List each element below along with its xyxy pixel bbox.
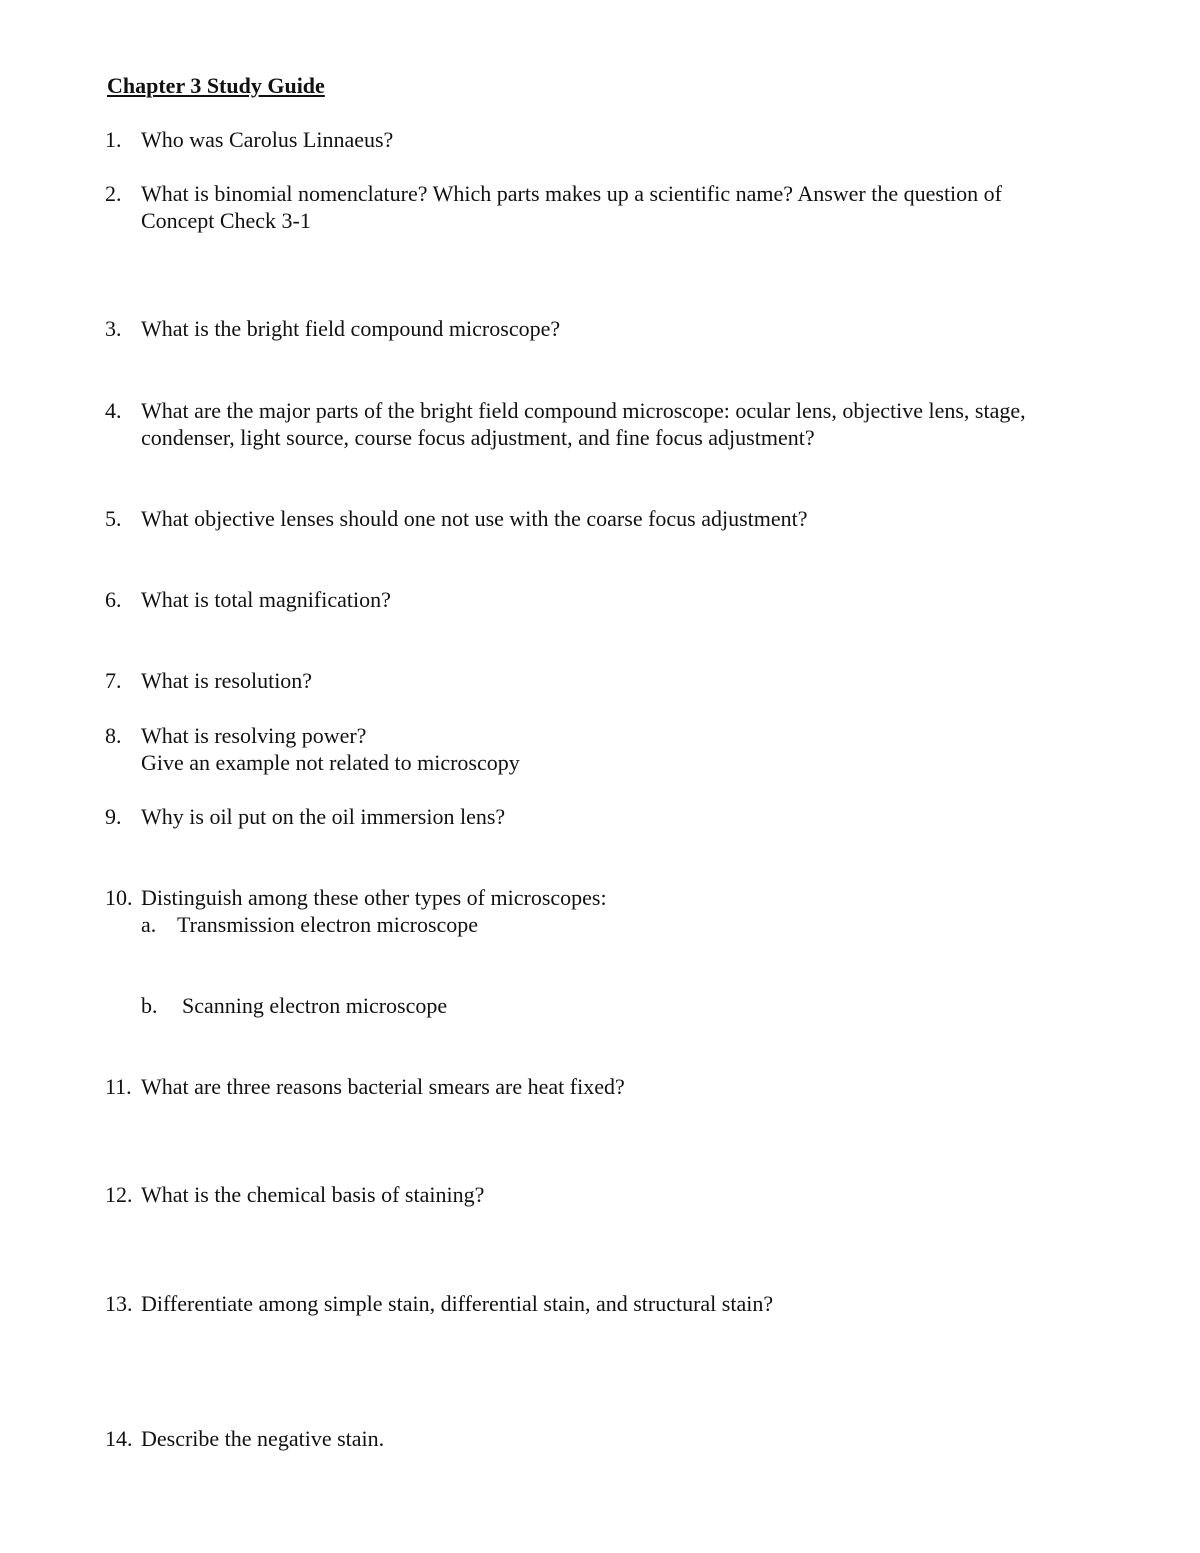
question-text: condenser, light source, course focus adjustment, and fine focus adjustment? [141, 425, 815, 450]
question-number: 11. [105, 1074, 132, 1099]
question-text: What is total magnification? [141, 587, 391, 612]
question-text: Distinguish among these other types of microscopes: [141, 885, 607, 910]
question-text: What is resolution? [141, 668, 313, 693]
question-2 [105, 180, 1105, 234]
page-title: Chapter 3 Study Guide [107, 73, 325, 98]
subitem-a [141, 911, 478, 938]
question-text: What are the major parts of the bright field compound microscope: ocular lens, objective lens, stage, [141, 398, 1026, 423]
question-text: What is resolving power? [141, 723, 367, 748]
question-8 [105, 722, 1105, 776]
question-number: 2. [105, 181, 122, 206]
question-4 [105, 397, 1105, 451]
question-number: 5. [105, 506, 122, 531]
question-number: 14. [105, 1426, 133, 1451]
question-number: 12. [105, 1182, 133, 1207]
question-text: Concept Check 3-1 [141, 208, 311, 233]
subitem-letter: b. [141, 993, 158, 1018]
question-3 [105, 315, 1105, 342]
question-5 [105, 505, 1105, 532]
subitem-text: Transmission electron microscope [177, 912, 479, 937]
question-number: 4. [105, 398, 122, 423]
question-number: 3. [105, 316, 122, 341]
question-11 [105, 1073, 1105, 1100]
question-text: Why is oil put on the oil immersion lens? [141, 804, 506, 829]
question-number: 10. [105, 885, 133, 910]
question-number: 6. [105, 587, 122, 612]
question-text: Who was Carolus Linnaeus? [141, 127, 394, 152]
subitem-b [141, 992, 447, 1019]
question-13 [105, 1290, 1105, 1317]
question-12 [105, 1181, 1105, 1208]
question-number: 8. [105, 723, 122, 748]
question-14 [105, 1425, 1105, 1452]
question-number: 9. [105, 804, 122, 829]
question-7 [105, 667, 1105, 694]
question-text: Differentiate among simple stain, differential stain, and structural stain? [141, 1291, 774, 1316]
question-number: 13. [105, 1291, 133, 1316]
question-number: 1. [105, 127, 122, 152]
question-text: What is the chemical basis of staining? [141, 1182, 485, 1207]
question-6 [105, 586, 1105, 613]
question-text: What is the bright field compound microscope? [141, 316, 561, 341]
question-text: Give an example not related to microscopy [141, 750, 520, 775]
question-10 [105, 884, 1105, 911]
question-text: What objective lenses should one not use with the coarse focus adjustment? [141, 506, 808, 531]
question-text: Describe the negative stain. [141, 1426, 385, 1451]
question-number: 7. [105, 668, 122, 693]
subitem-letter: a. [141, 912, 157, 937]
question-text: What are three reasons bacterial smears are heat fixed? [141, 1074, 625, 1099]
subitem-text: Scanning electron microscope [182, 993, 448, 1018]
question-9 [105, 803, 1105, 830]
question-1 [105, 126, 1105, 153]
question-text: What is binomial nomenclature? Which parts makes up a scientific name? Answer the question of [141, 181, 1002, 206]
